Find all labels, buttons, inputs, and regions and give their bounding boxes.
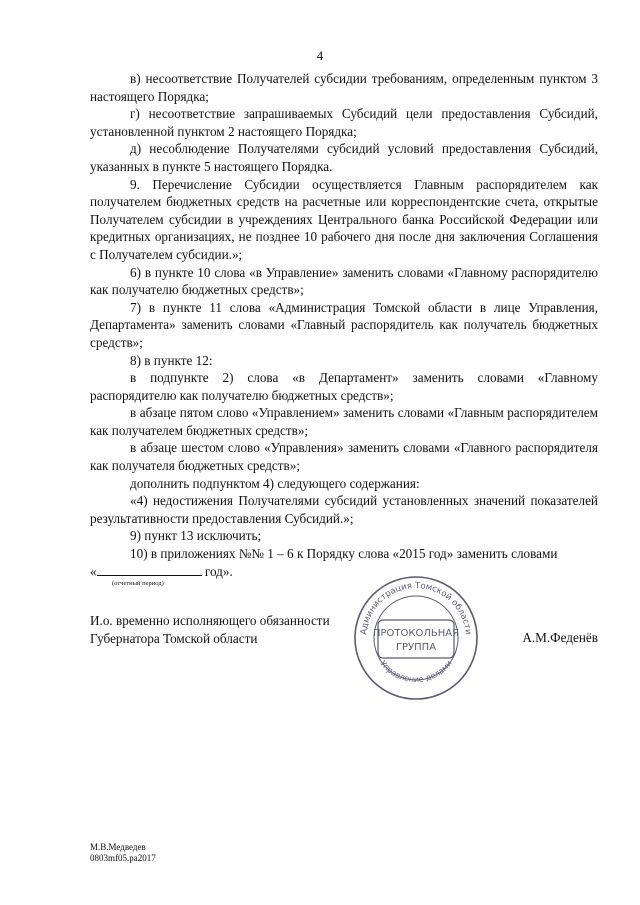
- position-line-1: И.о. временно исполняющего обязанности: [90, 613, 330, 628]
- paragraph-d: д) несоблюдение Получателями субсидий условий предоставления Субсидий, указанных в пункте 5 настоящего Порядка.: [90, 141, 598, 174]
- paragraph-6: 6) в пункте 10 слова «в Управление» заменить словами «Главному распорядителю как получателю бюджетных средств»;: [90, 264, 598, 298]
- official-stamp: [352, 574, 480, 702]
- signatory-name: А.М.Феденёв: [522, 630, 598, 645]
- position-line-2: Губернатора Томской области: [90, 630, 258, 646]
- paragraph-7: 7) в пункте 11 слова «Администрация Томской области в лице Управления, Департамента» заменить словами «Главный распорядитель как получатель бюджетных средств»;: [90, 299, 598, 350]
- stamp-bottom-text: Управление делами: [378, 658, 454, 685]
- paragraph-10: 10) в приложениях №№ 1 – 6 к Порядку слова «2015 год» заменить словами: [130, 546, 558, 562]
- paragraph-8-item4: «4) недостижения Получателями субсидий установленных значений показателей результативности предоставления Субсидий.»;: [90, 493, 598, 526]
- footer: [90, 842, 156, 864]
- document-code: 0803mf05.pa2017: [90, 853, 156, 863]
- stamp-inner-line-2: ГРУППА: [395, 642, 437, 653]
- blank-underline: [97, 563, 202, 576]
- stamp-inner-line-1: ПРОТОКОЛЬНАЯ: [372, 628, 460, 639]
- document-body: [90, 70, 598, 588]
- paragraph-8-sub2: в подпункте 2) слова «в Департамент» заменить словами «Главному распорядителю как получателю бюджетных средств»;: [90, 370, 598, 403]
- paragraph-8: 8) в пункте 12:: [130, 352, 213, 368]
- paragraph-9-delete: 9) пункт 13 исключить;: [130, 528, 262, 544]
- paragraph-8-abz5: в абзаце пятом слово «Управлением» заменить словами «Главным распорядителем как получателем бюджетных средств»;: [90, 405, 598, 438]
- close-text: год».: [201, 563, 233, 579]
- open-quote: «: [90, 563, 97, 579]
- paragraph-v: в) несоответствие Получателей субсидии требованиям, определенным пунктом 3 настоящего Порядка;: [90, 71, 598, 104]
- reporting-period-line: [90, 563, 598, 581]
- paragraph-g: г) несоответствие запрашиваемых Субсидий цели предоставления Субсидий, установленной пунктом 2 настоящего Порядка;: [90, 106, 598, 139]
- executor-name: М.В.Медведев: [90, 842, 146, 852]
- page-number: 4: [316, 48, 324, 63]
- paragraph-9: 9. Перечисление Субсидии осуществляется Главным распорядителем как получателем бюджетных средств на расчетные или корреспондентские счета, открытые Получателем субсидии в учреждениях Центрального банка Российской Федерации или кредитных организациях, не позднее 10 рабочего дня после дня заключения Соглашения с Получателем субсидии.»;: [90, 176, 598, 262]
- signatory-position: [90, 612, 330, 647]
- stamp-outer-text: Администрация Томской области: [359, 580, 473, 636]
- paragraph-8-add4: дополнить подпунктом 4) следующего содержания:: [130, 475, 420, 491]
- reporting-period-note: (отчетный период): [112, 580, 164, 588]
- paragraph-8-abz6: в абзаце шестом слово «Управления» заменить словами «Главного распорядителя как получателя бюджетных средств»;: [90, 440, 598, 474]
